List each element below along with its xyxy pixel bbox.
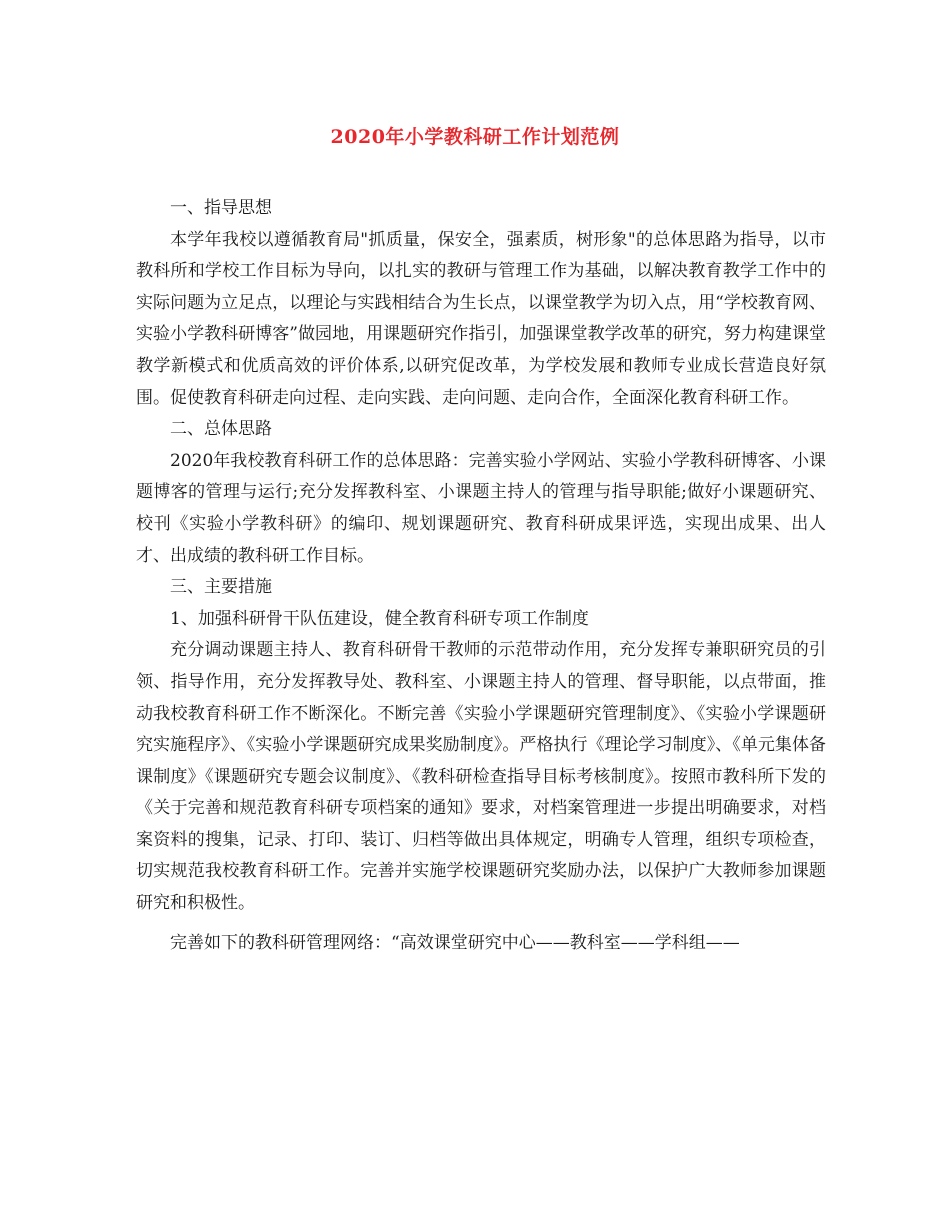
section-heading-guiding-ideology: 一、指导思想: [170, 198, 272, 218]
paragraph-management-network: 完善如下的教科研管理网络：“高效课堂研究中心——教科室——学科组——: [170, 932, 740, 953]
document-title: 2020年小学教科研工作计划范例: [330, 126, 620, 148]
paragraph-team-building: 充分调动课题主持人、教育科研骨干教师的示范带动作用，充分发挥专兼职研究员的引领、指导作用，充分发挥教导处、教科室、小课题主持人的管理、督导职能，以点带面，推动我校教育科研工作不断深化。不断完善《实验小学课题研究管理制度》、《实验小学课题研究实施程序》、《实验小学课题研究成果奖励制度》。严格执行《理论学习制度》、《单元集体备课制度》《课题研究专题会议制度》、《教科研检查指导目标考核制度》。按照市教科所下发的《关于完善和规范教育科研专项档案的通知》要求，对档案管理进一步提出明确要求，对档案资料的搜集，记录、打印、装订、归档等做出具体规定，明确专人管理，组织专项检查，切实规范我校教育科研工作。完善并实施学校课题研究奖励办法，以保护广大教师参加课题研究和积极性。: [136, 640, 826, 914]
section-heading-overall-approach: 二、总体思路: [170, 419, 272, 440]
paragraph-guiding-ideology: 本学年我校以遵循教育局"抓质量，保安全，强素质，树形象"的总体思路为指导，以市教科所和学校工作目标为导向，以扎实的教研与管理工作为基础，以解决教育教学工作中的实际问题为立足点，以理论与实践相结合为生长点，以课堂教学为切入点，用“学校教育网、实验小学教科研博客”做园地，用课题研究作指引，加强课堂教学改革的研究，努力构建课堂教学新模式和优质高效的评价体系,以研究促改革，为学校发展和教师专业成长营造良好氛围。促使教育科研走向过程、走向实践、走向问题、走向合作，全面深化教育科研工作。: [136, 229, 826, 408]
section-heading-main-measures: 三、主要措施: [170, 577, 272, 598]
document-body: [136, 193, 826, 959]
paragraph-overall-approach: 2020年我校教育科研工作的总体思路：完善实验小学网站、实验小学教科研博客、小课题博客的管理与运行;充分发挥教科室、小课题主持人的管理与指导职能;做好小课题研究、校刊《实验小学教科研》的编印、规划课题研究、教育科研成果评选，实现出成果、出人才、出成绩的教科研工作目标。: [136, 450, 826, 566]
subsection-heading-team-building: 1、加强科研骨干队伍建设，健全教育科研专项工作制度: [170, 608, 589, 629]
